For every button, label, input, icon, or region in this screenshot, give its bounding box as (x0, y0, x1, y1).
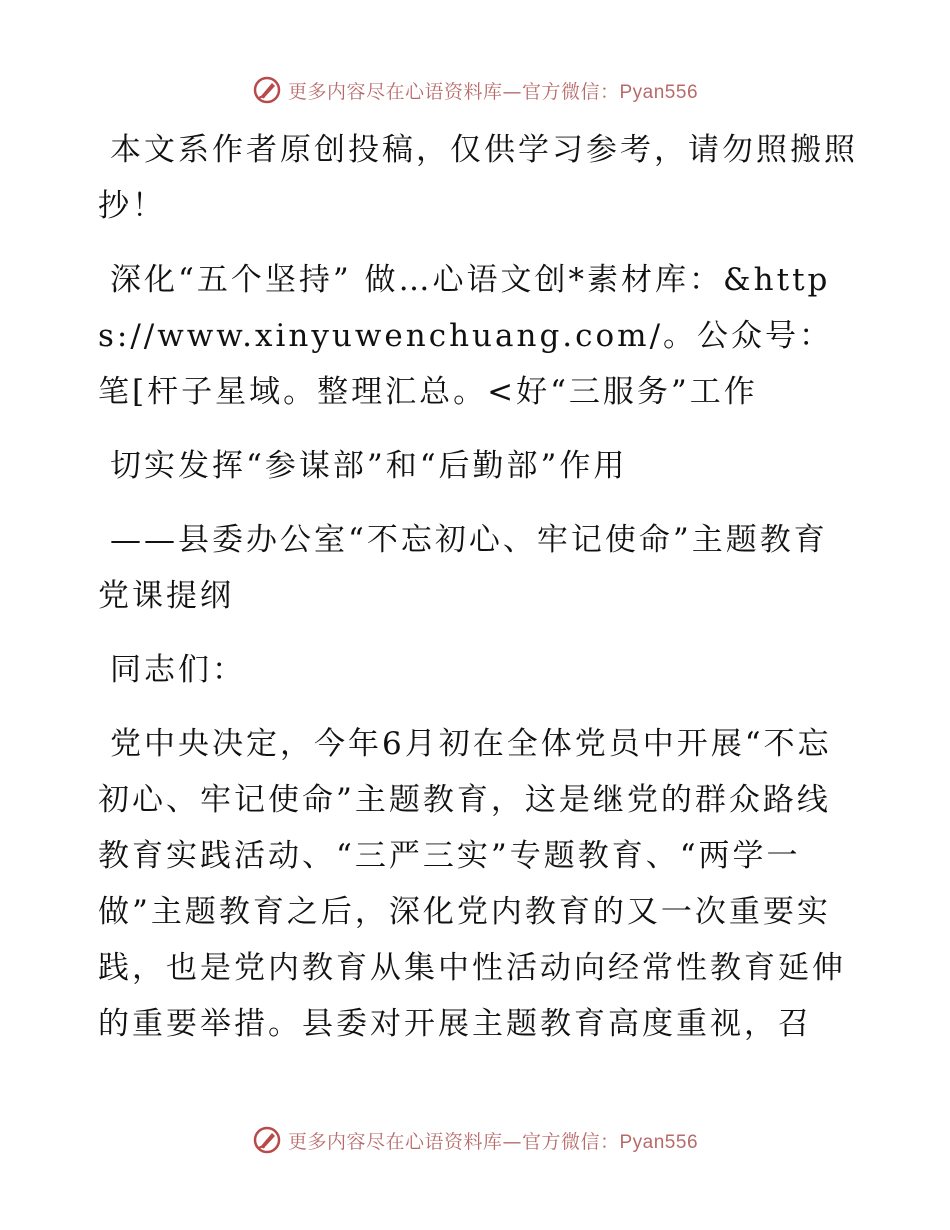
watermark-dash: — (502, 1130, 522, 1153)
pen-logo-icon (252, 1125, 282, 1155)
watermark-text (288, 1127, 698, 1154)
paragraph-salutation (98, 642, 858, 698)
watermark-prefix: 更多内容尽在心语资料库 (287, 1130, 503, 1153)
paragraph-text: 本文系作者原创投稿，仅供学习参考，请勿照搬照抄！ (98, 132, 858, 224)
paragraph-body (98, 716, 858, 1052)
paragraph-lecture-outline (98, 512, 858, 624)
paragraph-text: 切实发挥“参谋部”和“后勤部”作用 (110, 448, 628, 484)
watermark-prefix: 更多内容尽在心语资料库 (287, 80, 503, 103)
paragraph-disclaimer (98, 122, 858, 234)
watermark-account: Pyan556 (619, 81, 699, 103)
document-body (98, 122, 858, 1070)
watermark-official: 官方微信： (521, 80, 620, 103)
paragraph-text: 同志们： (110, 652, 246, 688)
pen-logo-icon (252, 75, 282, 105)
paragraph-text: 深化“五个坚持” 做…心语文创*素材库：&https://www.xinyuwenchuang.com/。公众号：笔[杆子星域。整理汇总。<好“三服务”工作 (98, 262, 834, 410)
paragraph-subtitle (98, 438, 858, 494)
watermark-text (288, 77, 698, 104)
paragraph-title-line (98, 252, 858, 420)
header-watermark-banner (0, 70, 950, 110)
footer-watermark-banner (0, 1120, 950, 1160)
watermark-official: 官方微信： (521, 1130, 620, 1153)
paragraph-text: 党中央决定，今年6月初在全体党员中开展“不忘初心、牢记使命”主题教育，这是继党的群众路线教育实践活动、“三严三实”专题教育、“两学一做”主题教育之后，深化党内教育的又一次重要实践，也是党内教育从集中性活动向经常性教育延伸的重要举措。县委对开展主题教育高度重视，召 (98, 726, 846, 1042)
paragraph-text: ——县委办公室“不忘初心、牢记使命”主题教育党课提纲 (98, 522, 828, 614)
watermark-account: Pyan556 (619, 1131, 699, 1153)
watermark-dash: — (502, 80, 522, 103)
